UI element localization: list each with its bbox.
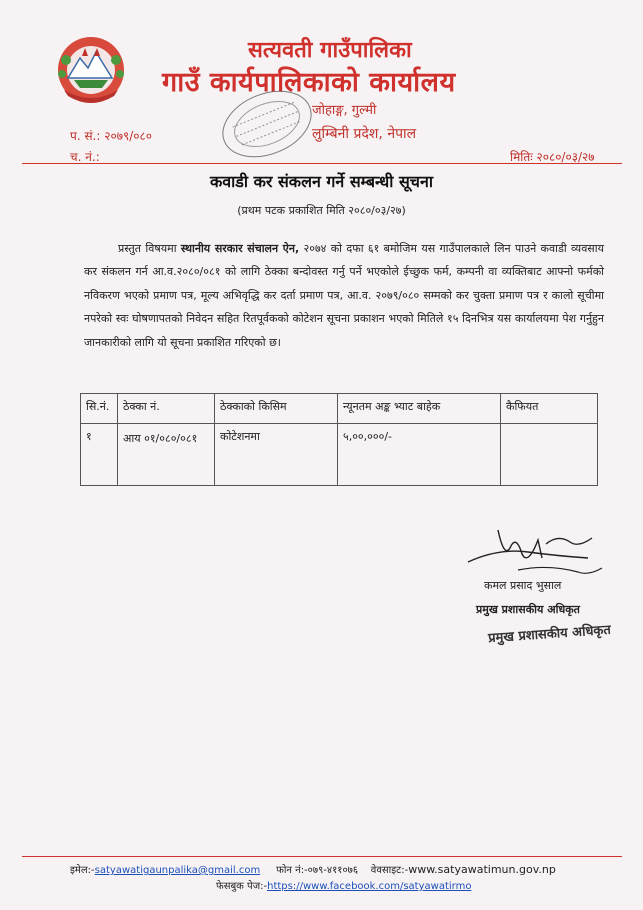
handwritten-signature <box>458 518 618 578</box>
designation-stamp: प्रमुख प्रशासकीय अधिकृत <box>487 622 612 647</box>
table-row: १ आय ०१/०८०/०८१ कोटेशनमा ५,००,०००/- <box>81 424 598 486</box>
facebook-link[interactable]: https://www.facebook.com/satyawatirmo <box>267 881 472 892</box>
government-emblem-icon <box>52 30 130 108</box>
header-divider <box>22 163 622 164</box>
notice-heading: कवाडी कर संकलन गर्ने सम्बन्धी सूचना <box>209 172 433 191</box>
act-name: स्थानीय सरकार संचालन ऐन, <box>180 242 300 255</box>
website-link[interactable]: www.satyawatimun.gov.np <box>408 863 556 876</box>
signatory-name: कमल प्रसाद भुसाल <box>484 579 562 592</box>
col-contract-no: ठेक्का नं. <box>118 394 215 424</box>
footer-divider <box>22 856 622 857</box>
notice-subheading: (प्रथम पटक प्रकाशित मिति २०८०/०३/२७) <box>237 204 406 217</box>
col-min-amount: न्यूनतम अङ्क भ्याट बाहेक <box>338 394 501 424</box>
address-line-2: लुम्बिनी प्रदेश, नेपाल <box>312 126 417 142</box>
reference-number: प. सं.: २०७९/०८० <box>70 129 152 143</box>
address-line-1: जोहाङ्ग, गुल्मी <box>312 103 377 118</box>
office-name: गाउँ कार्यपालिकाको कार्यालय <box>162 67 456 98</box>
dispatch-number: च. नं.: <box>70 150 100 164</box>
footer-contact: इमेल:-satyawatigaunpalika@gmail.com फोन नं:-०७९-४११०७६ वेवसाइट:-www.satyawatimun.gov.np <box>70 863 556 876</box>
footer-facebook: फेसबुक पेज:-https://www.facebook.com/satyawatirmo <box>216 881 472 892</box>
phone-number: फोन नं:-०७९-४११०७६ <box>276 865 359 876</box>
notice-body: प्रस्तुत विषयमा स्थानीय सरकार संचालन ऐन, २०७४ को दफा ६१ बमोजिम यस गाउँपालकाले लिन पाउने कवाडी व्यवसाय कर संकलन गर्न आ.व.२०८०/०८१ को लागि ठेक्का बन्दोवस्त गर्नु पर्ने भएकोले ईच्छुक फर्म, कम्पनी वा व्यक्तिबाट आफ्नो फर्मको नविकरण भएको प्रमाण पत्र, मूल्य अभिवृद्धि कर दर्ता प्रमाण पत्र, आ.व. २०७९/०८० सम्मको कर चुक्ता प्रमाण पत्र र कालो सूचीमा नपरेको स्वः घोषणापतको निवेदन सहित रितपूर्वकको कोटेशन सूचना प्रकाशन भएको मितिले १५ दिनभित्र यस कार्यालयमा पेश गर्नुहुन जानकारीको लागि यो सूचना प्रकाशित गरिएको छ। <box>84 242 604 349</box>
office-seal-stamp <box>212 84 322 164</box>
notice-date: मितिः २०८०/०३/२७ <box>510 150 595 164</box>
col-contract-type: ठेक्काको किसिम <box>215 394 338 424</box>
municipality-name: सत्यवती गाउँपालिका <box>248 38 412 63</box>
signatory-designation: प्रमुख प्रशासकीय अधिकृत <box>476 603 580 616</box>
table-header-row <box>81 394 598 424</box>
col-remarks: कैफियत <box>501 394 598 424</box>
email-link[interactable]: satyawatigaunpalika@gmail.com <box>94 865 261 876</box>
contract-table <box>80 393 598 486</box>
col-serial: सि.नं. <box>81 394 118 424</box>
